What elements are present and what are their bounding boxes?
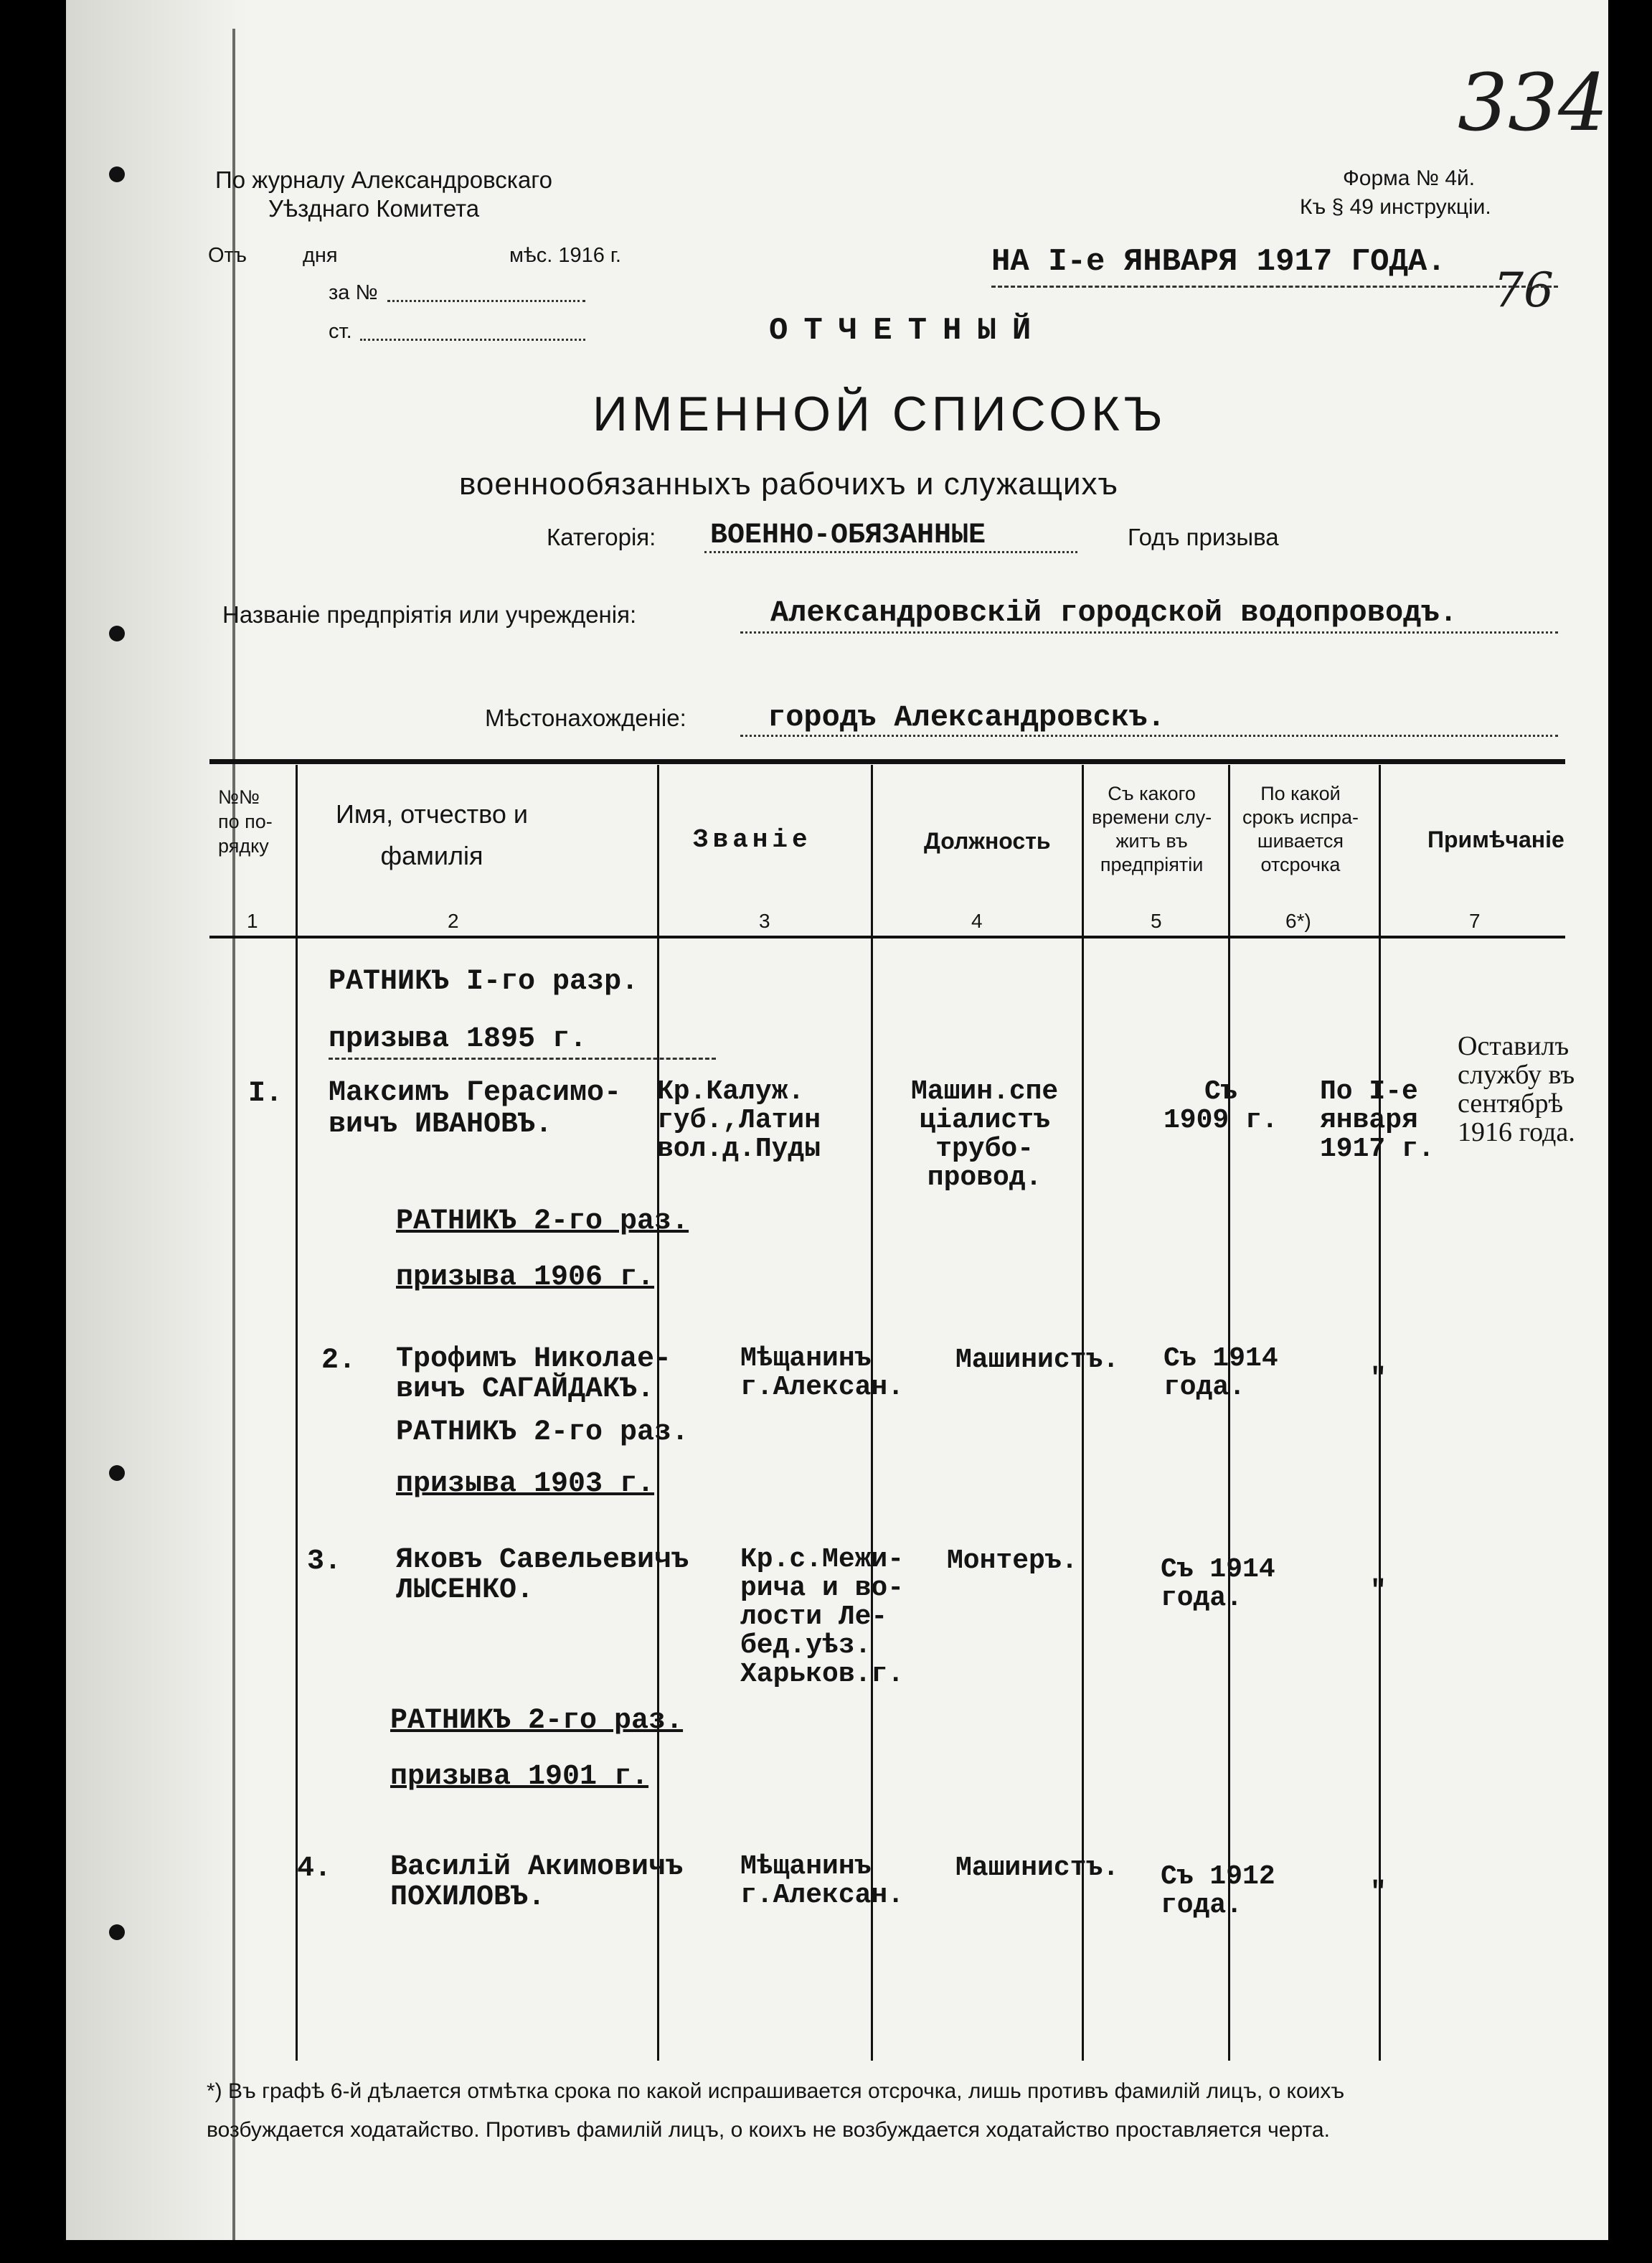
row-status: Мѣщанинъ г.Алексан.: [740, 1851, 905, 1911]
row-number: 2.: [321, 1345, 357, 1377]
header-col-4: Должность: [924, 828, 1051, 854]
group-draft: призыва 1906 г.: [396, 1261, 655, 1294]
col-num-1: 1: [247, 910, 258, 932]
row-deferral: ": [1370, 1576, 1387, 1606]
fold-line: [232, 29, 235, 2240]
row-status: Кр.с.Межи- рича и во- лости Ле- бед.уѣз. Харьков.г.: [740, 1544, 905, 1690]
draft-year-label: Годъ призыва: [1128, 524, 1279, 550]
col-num-6: 6*): [1285, 910, 1311, 932]
archive-sheet-number: 334: [1458, 57, 1608, 149]
col-num-3: 3: [759, 910, 770, 932]
punch-hole: [109, 626, 125, 641]
col-num-2: 2: [448, 910, 459, 932]
row-since: Съ 1909 г.: [1164, 1076, 1278, 1136]
form-label: Форма № 4й.: [1343, 166, 1476, 190]
report-date: НА I-е ЯНВАРЯ 1917 ГОДА.: [991, 244, 1446, 280]
article-label: ст.: [329, 320, 352, 343]
list-title: ИМЕННОЙ СПИСОКЪ: [593, 387, 1167, 441]
punch-hole: [109, 166, 125, 182]
row-name: Яковъ Савельевичъ ЛЫСЕНКО.: [396, 1544, 689, 1606]
group-rank: РАТНИКЪ 2-го раз.: [390, 1705, 684, 1737]
row-note: Оставилъ службу въ сентябрѣ 1916 года.: [1458, 1031, 1575, 1147]
header-col-1: №№ по по- рядку: [218, 786, 273, 857]
col-num-4: 4: [971, 910, 983, 932]
location-value: городъ Александровскъ.: [768, 700, 1166, 735]
instruction-label: Къ § 49 инструкціи.: [1300, 195, 1491, 219]
punch-hole: [109, 1924, 125, 1940]
journal-line-1: По журналу Александровскаго: [215, 166, 552, 193]
archive-old-number: 76: [1493, 263, 1554, 318]
punch-hole: [109, 1465, 125, 1481]
from-label: Отъ: [208, 244, 247, 267]
list-subtitle: военнообязанныхъ рабочихъ и служащихъ: [459, 466, 1119, 502]
header-col-5: Съ какого времени слу- житъ въ предпріятіи: [1092, 783, 1212, 875]
group-draft: призыва 1901 г.: [390, 1761, 649, 1793]
category-label: Категорія:: [547, 524, 656, 550]
row-number: 4.: [297, 1853, 332, 1885]
enterprise-value: Александровскій городской водопроводъ.: [770, 596, 1458, 630]
row-status: Кр.Калуж. губ.,Латин вол.д.Пуды: [657, 1076, 821, 1165]
report-label: ОТЧЕТНЫЙ: [769, 313, 1047, 349]
group-rank: РАТНИКЪ I-го разр.: [329, 966, 639, 998]
binding-margin: [66, 0, 245, 2240]
row-since: Съ 1914 года.: [1164, 1343, 1278, 1403]
row-since: Съ 1914 года.: [1161, 1554, 1275, 1614]
row-deferral: ": [1370, 1877, 1387, 1908]
row-name: Трофимъ Николае- вичъ САГАЙДАКЪ.: [396, 1343, 672, 1406]
col-num-7: 7: [1469, 910, 1481, 932]
category-value: ВОЕННО-ОБЯЗАННЫЕ: [710, 519, 986, 552]
journal-line-2: Уѣзднаго Комитета: [268, 195, 480, 222]
header-col-2: Имя, отчество и фамилія: [336, 799, 528, 870]
day-label: дня: [303, 244, 338, 267]
row-deferral: По I-е января 1917 г.: [1320, 1076, 1435, 1165]
number-label: за №: [329, 281, 378, 304]
col-num-5: 5: [1151, 910, 1162, 932]
group-draft: призыва 1903 г.: [396, 1468, 655, 1500]
row-position: Машин.спе ціалистъ трубо- провод.: [911, 1076, 1059, 1193]
row-name: Максимъ Герасимо- вичъ ИВАНОВЪ.: [329, 1077, 622, 1141]
row-since: Съ 1912 года.: [1161, 1861, 1275, 1921]
header-col-6: По какой срокъ испра- шивается отсрочка: [1242, 783, 1359, 875]
month-label: мѣс. 1916 г.: [509, 244, 621, 267]
location-label: Мѣстонахожденіе:: [485, 705, 686, 731]
group-rank: РАТНИКЪ 2-го раз.: [396, 1416, 689, 1449]
enterprise-label: Названіе предпріятія или учрежденія:: [222, 601, 637, 628]
row-number: 3.: [307, 1545, 342, 1578]
row-status: Мѣщанинъ г.Алексан.: [740, 1343, 905, 1403]
footnote-line-2: возбуждается ходатайство. Противъ фамилій лицъ, о коихъ не возбуждается ходатайство проставляется черта.: [207, 2118, 1330, 2142]
row-number: I.: [248, 1078, 283, 1110]
group-draft: призыва 1895 г.: [329, 1023, 587, 1055]
footnote-line-1: *) Въ графѣ 6-й дѣлается отмѣтка срока по какой испрашивается отсрочка, лишь противъ фамилій лицъ, о коихъ: [207, 2079, 1345, 2103]
row-position: Машинистъ.: [955, 1853, 1120, 1883]
row-name: Василій Акимовичъ ПОХИЛОВЪ.: [390, 1851, 684, 1914]
group-rank: РАТНИКЪ 2-го раз.: [396, 1205, 689, 1238]
row-position: Монтеръ.: [947, 1545, 1078, 1576]
document-page: [66, 0, 1608, 2240]
row-position: Машинистъ.: [955, 1345, 1120, 1375]
header-col-7: Примѣчаніе: [1427, 827, 1564, 852]
header-col-3: Званіе: [693, 825, 812, 855]
row-deferral: ": [1370, 1363, 1387, 1394]
